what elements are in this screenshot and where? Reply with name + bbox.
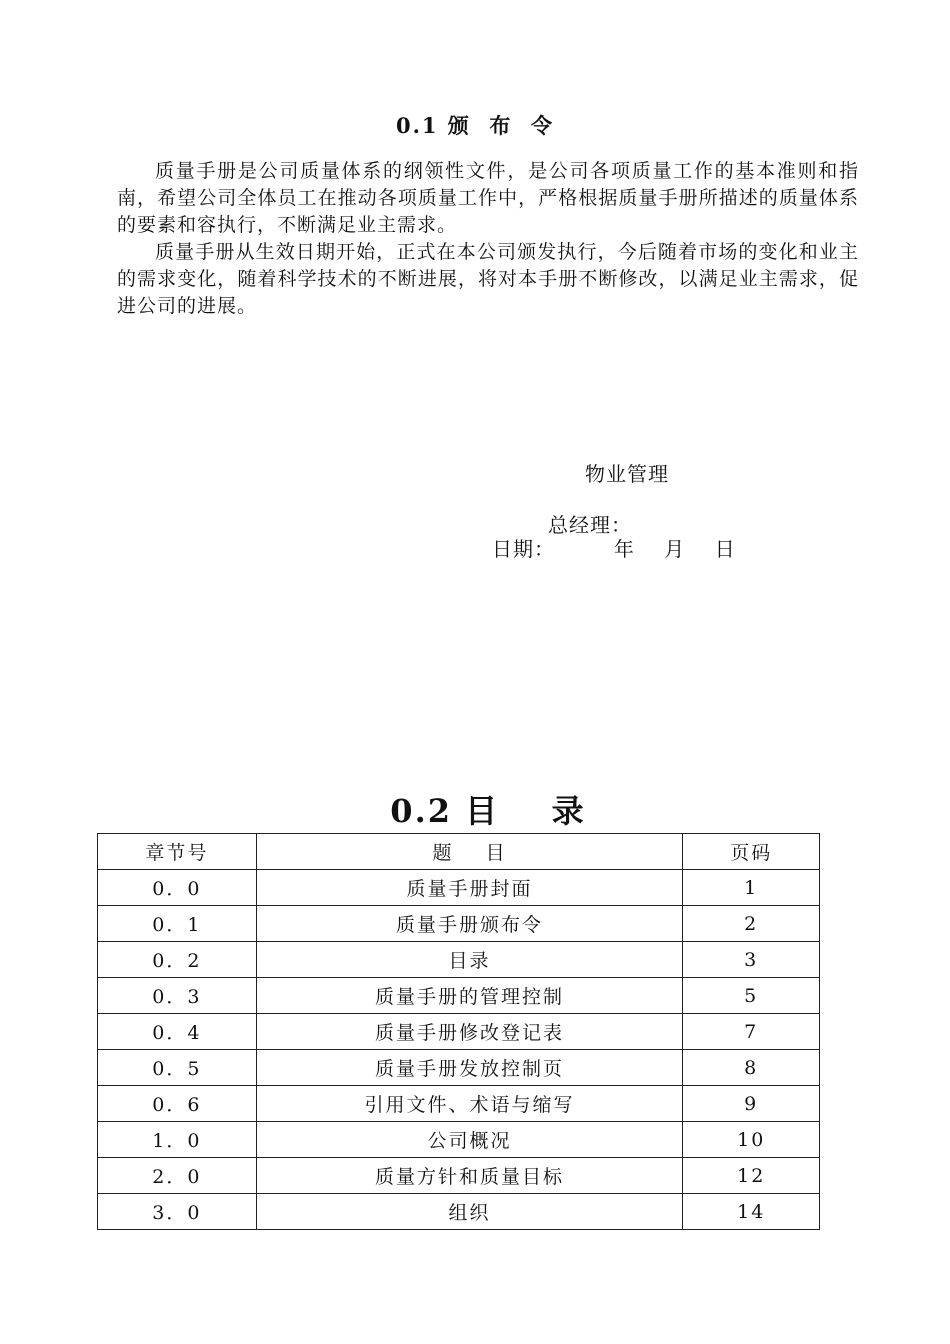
cell-page: 7 [683,1014,820,1050]
table-row [98,978,820,1014]
cell-section: 1．0 [98,1122,257,1158]
cell-topic: 目录 [256,942,683,978]
signature-company: 物业管理 [585,462,669,486]
cell-page: 14 [683,1194,820,1230]
cell-section: 3．0 [98,1194,257,1230]
cell-section: 0．6 [98,1086,257,1122]
table-row [98,942,820,978]
cell-section: 0．1 [98,906,257,942]
cell-page: 3 [683,942,820,978]
table-row [98,1086,820,1122]
cell-topic: 引用文件、术语与缩写 [256,1086,683,1122]
promulgation-body [117,158,859,320]
paragraph-2: 质量手册从生效日期开始，正式在本公司颁发执行，今后随着市场的变化和业主的需求变化，随着科学技术的不断进展，将对本手册不断修改，以满足业主需求，促进公司的进展。 [117,241,859,317]
cell-page: 8 [683,1050,820,1086]
cell-topic: 质量手册颁布令 [256,906,683,942]
cell-section: 0．3 [98,978,257,1014]
cell-topic: 公司概况 [256,1122,683,1158]
cell-section: 0．0 [98,870,257,906]
table-row [98,1122,820,1158]
table-row [98,1050,820,1086]
cell-page: 1 [683,870,820,906]
cell-page: 2 [683,906,820,942]
table-row [98,870,820,906]
column-header-topic: 题 目 [256,834,683,870]
cell-page: 9 [683,1086,820,1122]
paragraph-1: 质量手册是公司质量体系的纲领性文件，是公司各项质量工作的基本准则和指南，希望公司全体员工在推动各项质量工作中，严格根据质量手册所描述的质量体系的要素和容执行，不断满足业主需求。 [117,160,859,236]
toc-header-row [98,834,820,870]
cell-section: 0．4 [98,1014,257,1050]
table-row [98,1158,820,1194]
table-row [98,1194,820,1230]
cell-section: 0．2 [98,942,257,978]
cell-page: 12 [683,1158,820,1194]
column-header-section: 章节号 [98,834,257,870]
cell-section: 2．0 [98,1158,257,1194]
toc-table [97,833,820,1230]
cell-topic: 质量手册发放控制页 [256,1050,683,1086]
signature-manager-label: 总经理： [548,513,632,537]
promulgation-title: 0.1 颁 布 令 [395,113,555,138]
table-row [98,1014,820,1050]
cell-topic: 质量手册封面 [256,870,683,906]
cell-topic: 质量手册的管理控制 [256,978,683,1014]
toc-title: 0.2 目 录 [390,792,586,830]
cell-topic: 质量手册修改登记表 [256,1014,683,1050]
cell-topic: 质量方针和质量目标 [256,1158,683,1194]
cell-page: 5 [683,978,820,1014]
signature-date-label: 日期： 年 月 日 [492,537,736,561]
cell-page: 10 [683,1122,820,1158]
cell-section: 0．5 [98,1050,257,1086]
table-row [98,906,820,942]
cell-topic: 组织 [256,1194,683,1230]
column-header-page: 页码 [683,834,820,870]
